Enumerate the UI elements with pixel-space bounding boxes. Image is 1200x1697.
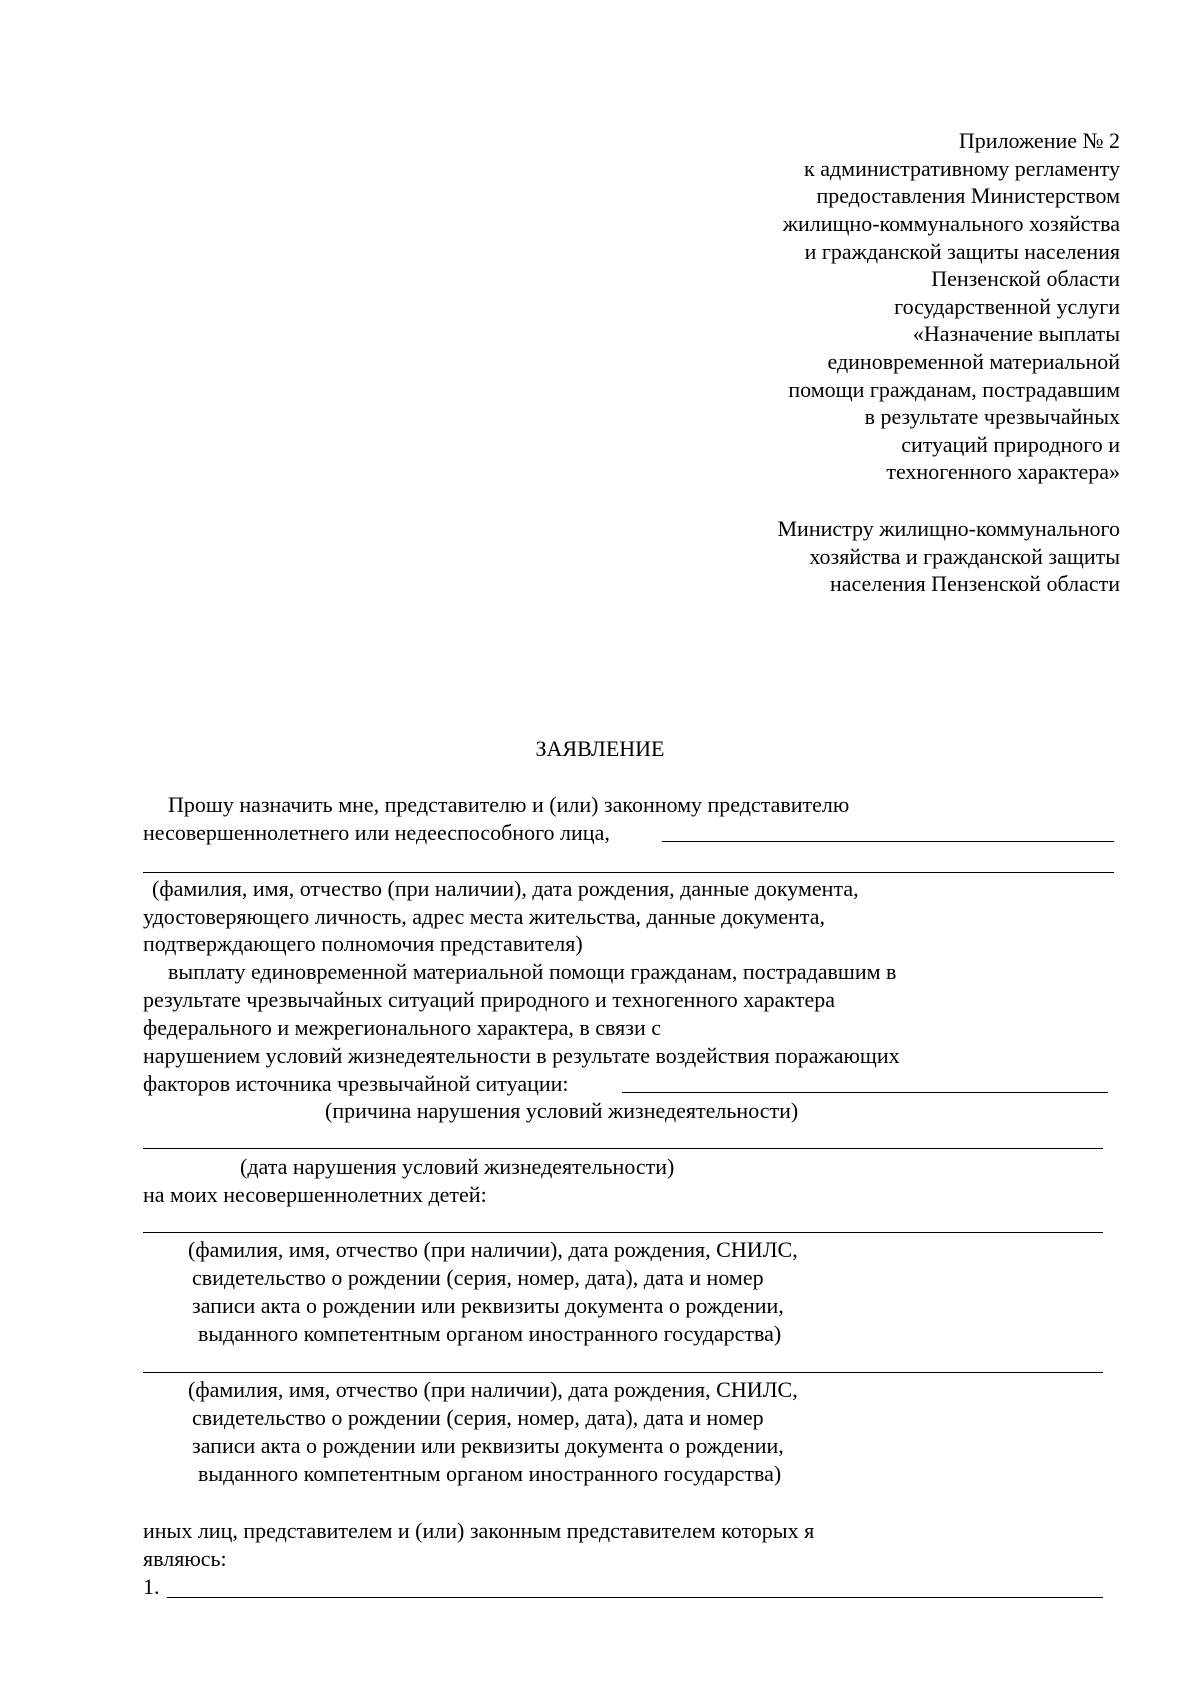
child-1-hint-line-1: (фамилия, имя, отчество (при наличии), дата рождения, СНИЛС,	[188, 1237, 798, 1262]
applicant-hint-line-1: (фамилия, имя, отчество (при наличии), дата рождения, данные документа,	[152, 876, 859, 901]
appendix-line-4: жилищно-коммунального хозяйства	[782, 211, 1120, 236]
others-line-2: являюсь:	[143, 1546, 227, 1571]
child-2-hint-line-3: записи акта о рождении или реквизиты документа о рождении,	[192, 1433, 784, 1458]
addressee-line-3: населения Пензенской области	[829, 571, 1120, 596]
appendix-line-7: государственной услуги	[894, 294, 1120, 319]
appendix-line-5: и гражданской защиты населения	[804, 239, 1120, 264]
payment-line-5: факторов источника чрезвычайной ситуации:	[143, 1071, 569, 1096]
others-line-1: иных лиц, представителем и (или) законным представителем которых я	[143, 1518, 815, 1543]
child-1-hint-line-2: свидетельство о рождении (серия, номер, дата), дата и номер	[192, 1265, 764, 1290]
payment-line-2: результате чрезвычайных ситуаций природного и техногенного характера	[143, 987, 835, 1012]
addressee-line-2: хозяйства и гражданской защиты	[809, 544, 1120, 569]
appendix-line-2: к административному регламенту	[804, 156, 1120, 181]
applicant-name-field[interactable]	[662, 841, 1114, 842]
child-2-hint-line-4: выданного компетентным органом иностранного государства)	[198, 1461, 782, 1486]
appendix-line-12: ситуаций природного и	[901, 432, 1120, 457]
document-title: ЗАЯВЛЕНИЕ	[535, 736, 665, 761]
appendix-line-6: Пензенской области	[931, 266, 1120, 291]
cause-field[interactable]	[622, 1092, 1108, 1093]
child-2-hint-line-2: свидетельство о рождении (серия, номер, дата), дата и номер	[192, 1405, 764, 1430]
child-2-hint-line-1: (фамилия, имя, отчество (при наличии), дата рождения, СНИЛС,	[188, 1377, 798, 1402]
appendix-line-9: единовременной материальной	[827, 349, 1120, 374]
appendix-line-10: помощи гражданам, пострадавшим	[788, 377, 1120, 402]
date-field[interactable]	[143, 1148, 1103, 1149]
child-1-hint-line-4: выданного компетентным органом иностранного государства)	[198, 1321, 782, 1346]
payment-line-4: нарушением условий жизнедеятельности в результате воздействия поражающих	[143, 1043, 900, 1068]
appendix-line-13: техногенного характера»	[886, 459, 1120, 484]
appendix-line-8: «Назначение выплаты	[912, 321, 1120, 346]
applicant-hint-line-3: подтверждающего полномочия представителя)	[143, 931, 583, 956]
intro-line-2: несовершеннолетнего или недееспособного лица,	[143, 820, 610, 845]
appendix-line-3: предоставления Министерством	[816, 183, 1120, 208]
other-person-1-field[interactable]	[167, 1597, 1103, 1598]
addressee-line-1: Министру жилищно-коммунального	[777, 516, 1120, 541]
appendix-line-11: в результате чрезвычайных	[864, 404, 1120, 429]
child-1-field[interactable]	[143, 1232, 1103, 1233]
intro-line-1: Прошу назначить мне, представителю и (или) законному представителю	[168, 792, 850, 817]
child-2-field[interactable]	[143, 1372, 1103, 1373]
child-1-hint-line-3: записи акта о рождении или реквизиты документа о рождении,	[192, 1293, 784, 1318]
date-hint: (дата нарушения условий жизнедеятельности)	[240, 1154, 675, 1179]
applicant-hint-line-2: удостоверяющего личность, адрес места жительства, данные документа,	[143, 904, 825, 929]
payment-line-1: выплату единовременной материальной помощи гражданам, пострадавшим в	[168, 959, 897, 984]
appendix-line-1: Приложение № 2	[958, 128, 1120, 153]
payment-line-3: федерального и межрегионального характера, в связи с	[143, 1015, 661, 1040]
applicant-details-field[interactable]	[143, 872, 1114, 873]
cause-hint: (причина нарушения условий жизнедеятельности)	[325, 1098, 799, 1123]
children-label: на моих несовершеннолетних детей:	[143, 1182, 487, 1207]
other-person-1-number: 1.	[143, 1574, 160, 1599]
